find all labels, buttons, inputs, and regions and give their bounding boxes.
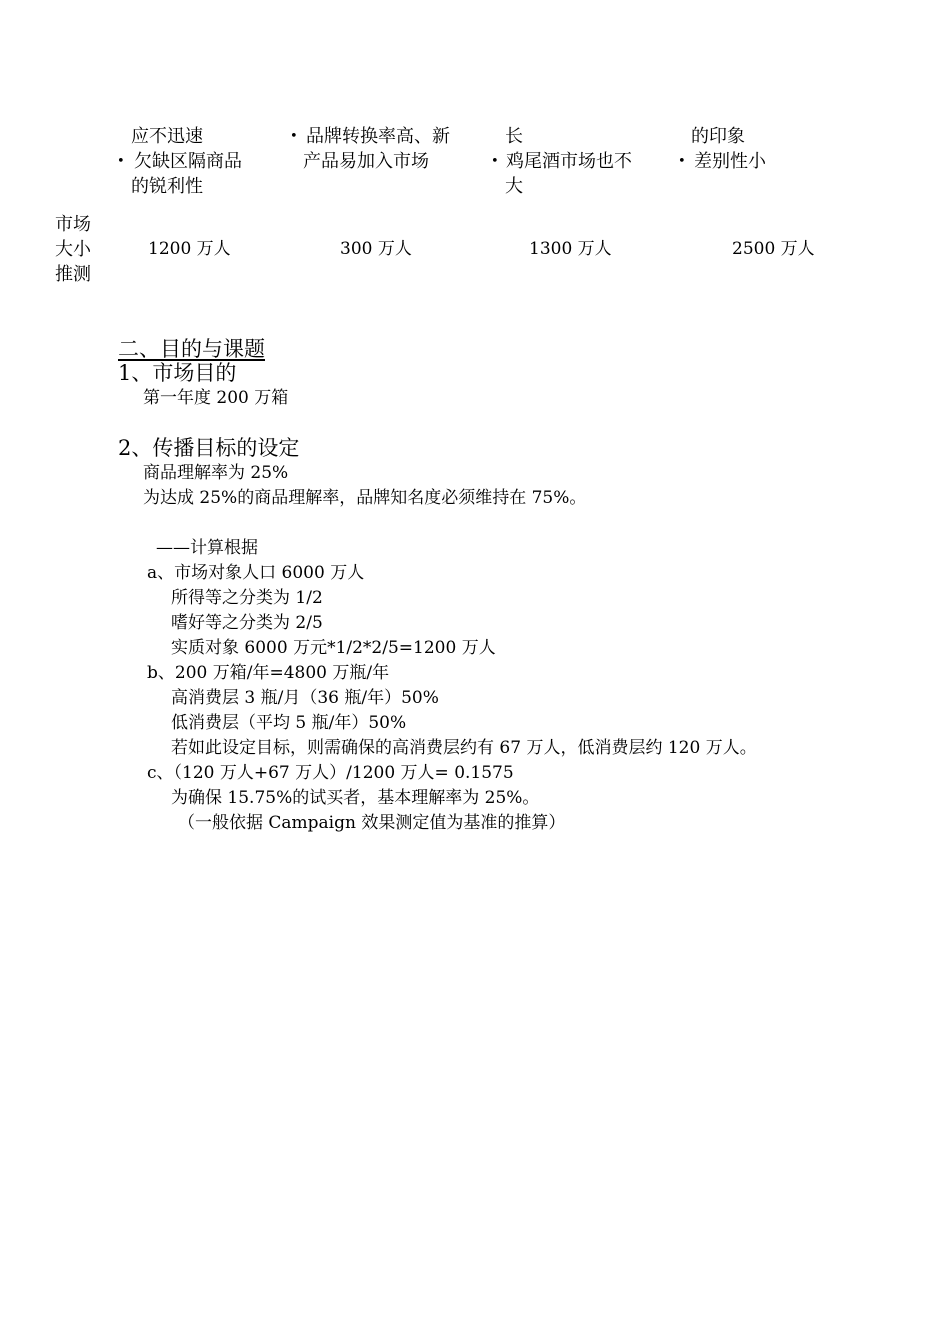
section-title: 二、目的与课题 bbox=[118, 337, 265, 361]
communication-line: 为达成 25%的商品理解率，品牌知名度必须维持在 75%。 bbox=[143, 488, 587, 508]
row-label-line: 推测 bbox=[55, 264, 91, 285]
calc-item-c-line: 为确保 15.75%的试买者，基本理解率为 25%。 bbox=[171, 788, 540, 808]
bullet-icon: • bbox=[678, 154, 686, 169]
bullet-icon: • bbox=[491, 154, 499, 169]
market-goal-text: 第一年度 200 万箱 bbox=[143, 388, 289, 408]
row-label-line: 市场 bbox=[55, 214, 91, 235]
communication-line: 商品理解率为 25% bbox=[143, 463, 289, 483]
col3-bullet-text-cont: 大 bbox=[505, 176, 523, 197]
col1-bullet-text-cont: 的锐利性 bbox=[131, 176, 203, 197]
calc-item-a-title: a、市场对象人口 6000 万人 bbox=[147, 563, 365, 583]
calc-item-b-line: 若如此设定目标，则需确保的高消费层约有 67 万人，低消费层约 120 万人。 bbox=[171, 738, 757, 758]
bullet-icon: • bbox=[290, 129, 298, 144]
calc-item-b-line: 低消费层（平均 5 瓶/年）50% bbox=[171, 713, 407, 733]
col2-bullet-text: 品牌转换率高、新 bbox=[306, 126, 450, 147]
calc-heading: ——计算根据 bbox=[156, 538, 258, 558]
market-size-cell: 1300 万人 bbox=[529, 239, 612, 259]
calc-item-c-line: （一般依据 Campaign 效果测定值为基准的推算） bbox=[178, 813, 566, 833]
market-size-cell: 300 万人 bbox=[340, 239, 412, 259]
col3-bullet-text: 鸡尾酒市场也不 bbox=[506, 151, 632, 172]
row-label-line: 大小 bbox=[55, 239, 91, 260]
calc-item-a-line: 所得等之分类为 1/2 bbox=[171, 588, 323, 608]
col4-bullet-text: 差别性小 bbox=[694, 151, 766, 172]
market-size-cell: 2500 万人 bbox=[732, 239, 815, 259]
calc-item-a-line: 实质对象 6000 万元*1/2*2/5=1200 万人 bbox=[171, 638, 496, 658]
calc-item-c-title: c、（120 万人+67 万人）/1200 万人= 0.1575 bbox=[147, 763, 514, 783]
col1-bullet-text: 欠缺区隔商品 bbox=[134, 151, 242, 172]
subsection-title-communication: 2、传播目标的设定 bbox=[118, 436, 300, 460]
col3-text: 长 bbox=[505, 126, 523, 147]
calc-item-b-line: 高消费层 3 瓶/月（36 瓶/年）50% bbox=[171, 688, 439, 708]
col1-text: 应不迅速 bbox=[131, 126, 203, 147]
bullet-icon: • bbox=[117, 154, 125, 169]
calc-item-b-title: b、200 万箱/年=4800 万瓶/年 bbox=[147, 663, 390, 683]
col4-text: 的印象 bbox=[691, 126, 745, 147]
market-size-cell: 1200 万人 bbox=[148, 239, 231, 259]
col2-bullet-text-cont: 产品易加入市场 bbox=[303, 151, 429, 172]
subsection-title-market: 1、市场目的 bbox=[118, 361, 237, 385]
calc-item-a-line: 嗜好等之分类为 2/5 bbox=[171, 613, 323, 633]
